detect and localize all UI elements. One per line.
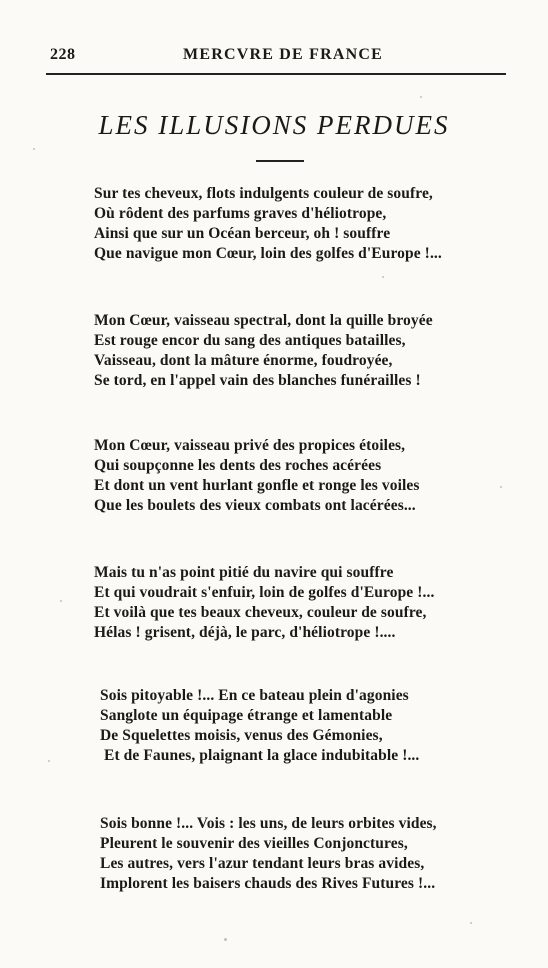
paper-speck	[382, 276, 384, 278]
verse-line: Sur tes cheveux, flots indulgents couleur de soufre,	[94, 185, 433, 202]
page-number: 228	[50, 46, 76, 63]
header-rule	[46, 73, 506, 75]
verse-line: Ainsi que sur un Océan berceur, oh ! souffre	[94, 225, 391, 242]
verse-line: Se tord, en l'appel vain des blanches funérailles !	[94, 372, 421, 389]
verse-line: De Squelettes moisis, venus des Gémonies,	[100, 727, 383, 744]
verse-line: Et de Faunes, plaignant la glace indubitable !...	[104, 747, 420, 764]
paper-speck	[420, 96, 422, 98]
paper-speck	[48, 760, 50, 762]
verse-line: Qui soupçonne les dents des roches acérées	[94, 457, 382, 474]
verse-line: Mon Cœur, vaisseau privé des propices étoiles,	[94, 437, 406, 454]
verse-line: Vaisseau, dont la mâture énorme, foudroyée,	[94, 352, 393, 369]
paper-speck	[224, 938, 227, 941]
verse-line: Implorent les baisers chauds des Rives Futures !...	[100, 875, 436, 892]
paper-speck	[500, 486, 502, 488]
verse-line: Mais tu n'as point pitié du navire qui souffre	[94, 564, 394, 581]
verse-line: Les autres, vers l'azur tendant leurs bras avides,	[100, 855, 425, 872]
verse-line: Hélas ! grisent, déjà, le parc, d'héliotrope !....	[94, 624, 396, 641]
verse-line: Et voilà que tes beaux cheveux, couleur de soufre,	[94, 604, 427, 621]
title-rule	[256, 160, 304, 162]
verse-line: Que les boulets des vieux combats ont lacérées...	[94, 497, 416, 514]
page-header	[50, 46, 506, 66]
running-head: MERCVRE DE FRANCE	[183, 46, 383, 63]
verse-line: Sanglote un équipage étrange et lamentable	[100, 707, 393, 724]
paper-speck	[470, 922, 472, 924]
verse-line: Sois bonne !... Vois : les uns, de leurs orbites vides,	[100, 815, 437, 832]
verse-line: Et dont un vent hurlant gonfle et ronge les voiles	[94, 477, 420, 494]
verse-line: Et qui voudrait s'enfuir, loin de golfes d'Europe !...	[94, 584, 435, 601]
poem-title: LES ILLUSIONS PERDUES	[98, 110, 450, 140]
verse-line: Que navigue mon Cœur, loin des golfes d'Europe !...	[94, 245, 442, 262]
paper-speck	[60, 600, 62, 602]
verse-line: Où rôdent des parfums graves d'héliotrope,	[94, 205, 387, 222]
paper-speck	[33, 148, 35, 150]
verse-line: Mon Cœur, vaisseau spectral, dont la quille broyée	[94, 312, 433, 329]
verse-line: Sois pitoyable !... En ce bateau plein d'agonies	[100, 687, 409, 704]
verse-line: Est rouge encor du sang des antiques batailles,	[94, 332, 406, 349]
verse-line: Pleurent le souvenir des vieilles Conjonctures,	[100, 835, 408, 852]
